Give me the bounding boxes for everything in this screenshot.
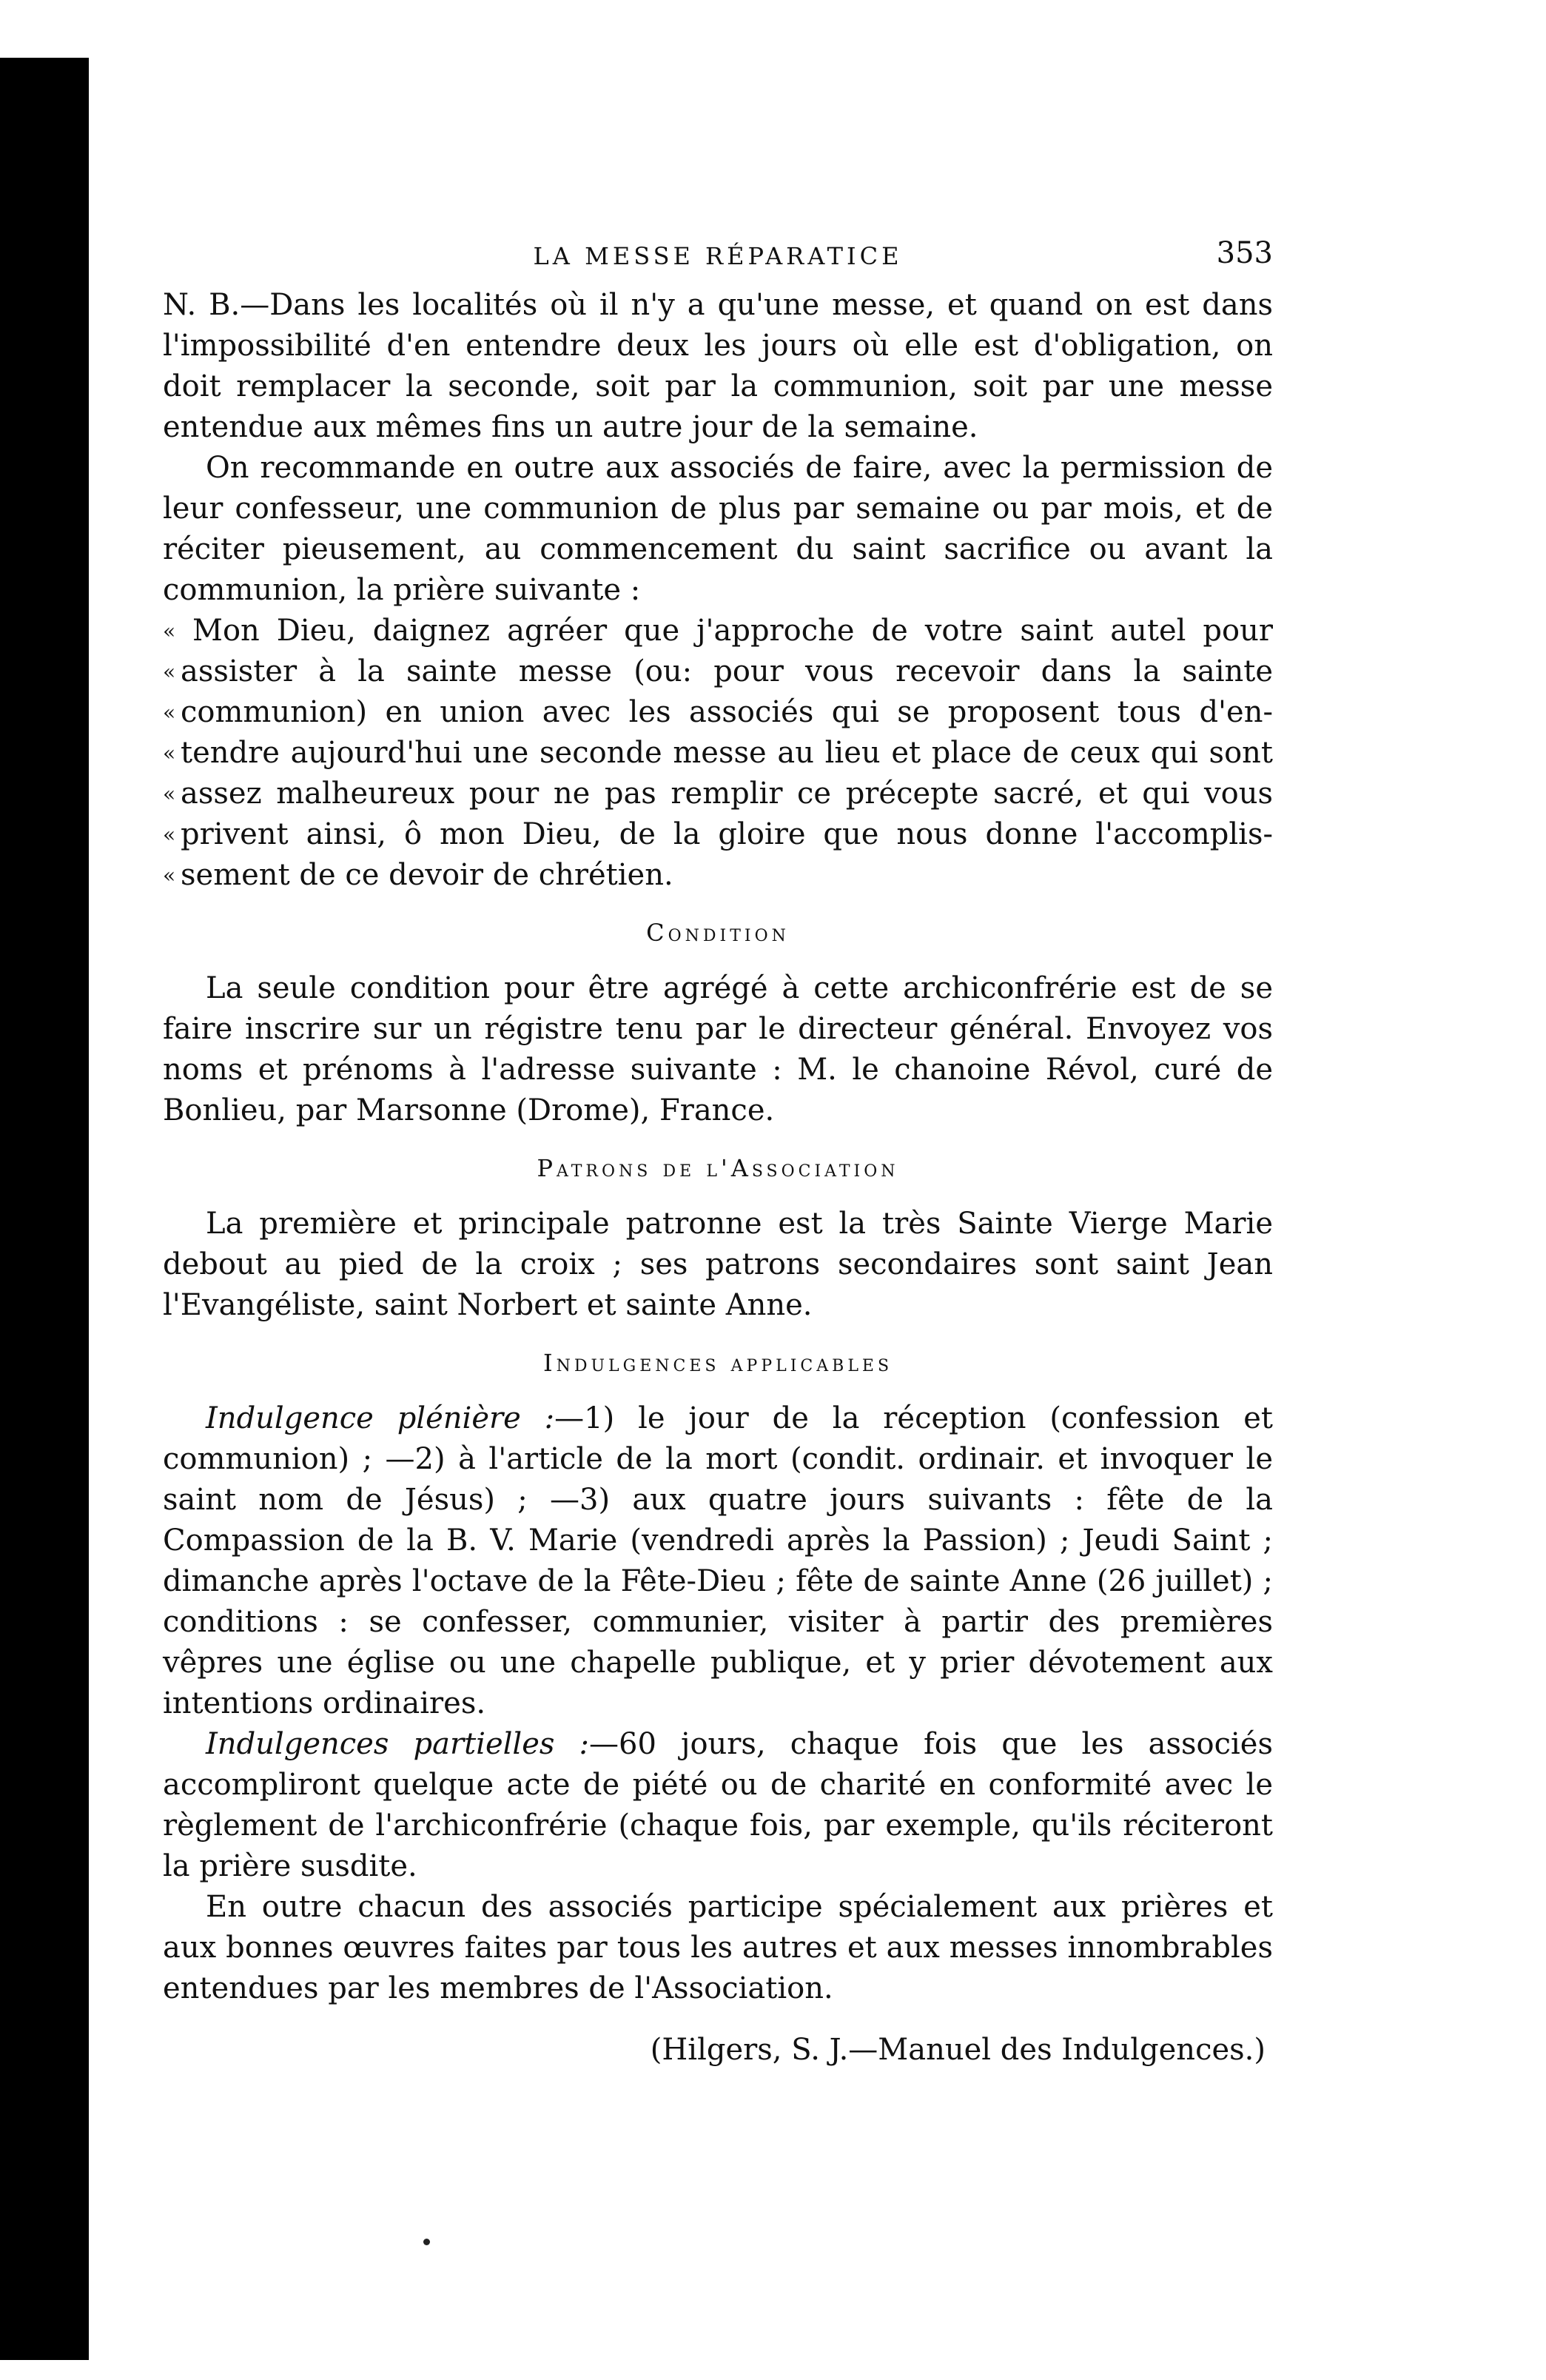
guillemet-mark: « — [163, 863, 176, 888]
partial-text: —60 jours, chaque fois que les associés accompliront quelque acte de piété ou de charité en conformité avec le règlement de l'archiconfrérie (chaque fois, par exemple, qu'ils réciteront la prière susdite. — [163, 1727, 1273, 1883]
book-page — [163, 233, 1273, 2071]
plenary-indulgence-paragraph — [163, 1398, 1273, 1724]
guillemet-mark: « — [163, 660, 176, 684]
guillemet-mark: « — [163, 700, 176, 725]
patrons-paragraph: La première et principale patronne est la très Sainte Vierge Marie debout au pied de la croix ; ses patrons secondaires sont saint Jean l'Evangéliste, saint Norbert et sainte Anne. — [163, 1207, 1273, 1322]
running-title: LA MESSE RÉPARATICE — [533, 242, 903, 270]
prayer-block — [163, 611, 1273, 896]
prayer-line: « assister à la sainte messe (ou: pour vous recevoir dans la sainte — [181, 651, 1273, 692]
prayer-line: « assez malheureux pour ne pas remplir ce précepte sacré, et qui vous — [181, 774, 1273, 814]
plenary-text: —1) le jour de la réception (confession et communion) ; —2) à l'article de la mort (condit. ordinair. et invoquer le saint nom de Jésus) ; —3) aux quatre jours suivants : fête de la Compassion de la B. V. Marie (vendredi après la Passion) ; Jeudi Saint ; dimanche après l'octave de la Fête-Dieu ; fête de sainte Anne (26 juillet) ; conditions : se confesser, communier, visiter à partir des premières vêpres une église ou une chapelle publique, et y prier dévotement aux intentions ordinaires. — [163, 1401, 1273, 1720]
prayer-line: « sement de ce devoir de chrétien. — [181, 855, 1273, 896]
recommendation-paragraph: On recommande en outre aux associés de faire, avec la permission de leur confesseur, une communion de plus par semaine ou par mois, et de réciter pieusement, au commencement du saint sacrifice ou avant la communion, la prière suivante : — [163, 451, 1273, 607]
patrons-heading: Patrons de l'Association — [537, 1154, 899, 1182]
prayer-line: « tendre aujourd'hui une seconde messe au lieu et place de ceux qui sont — [181, 733, 1273, 774]
nb-paragraph: N. B.—Dans les localités où il n'y a qu'une messe, et quand on est dans l'impossibilité d'en entendre deux les jours où elle est d'obligation, on doit remplacer la seconde, soit par la communion, soit par une messe entendue aux mêmes fins un autre jour de la semaine. — [163, 288, 1273, 444]
scan-speck — [423, 2239, 430, 2245]
page-header — [163, 233, 1273, 285]
plenary-label: Indulgence plénière : — [206, 1401, 555, 1435]
prayer-line: « privent ainsi, ô mon Dieu, de la gloire que nous donne l'accomplis- — [181, 814, 1273, 855]
prayer-line: « Mon Dieu, daignez agréer que j'approche de votre saint autel pour — [181, 611, 1273, 651]
condition-paragraph: La seule condition pour être agrégé à cette archiconfrérie est de se faire inscrire sur un régistre tenu par le directeur général. Envoyez vos noms et prénoms à l'adresse suivante : M. le chanoine Révol, curé de Bonlieu, par Marsonne (Drome), France. — [163, 971, 1273, 1127]
partial-label: Indulgences partielles : — [206, 1727, 590, 1761]
page-number: 353 — [1216, 236, 1273, 270]
guillemet-mark: « — [163, 619, 176, 643]
participation-paragraph: En outre chacun des associés participe spécialement aux prières et aux bonnes œuvres faites par tous les autres et aux messes innombrables entendues par les membres de l'Association. — [163, 1890, 1273, 2005]
scan-edge-bar — [0, 58, 89, 2360]
source-citation: (Hilgers, S. J.—Manuel des Indulgences.) — [650, 2033, 1266, 2067]
indulgences-heading: Indulgences applicables — [542, 1349, 893, 1377]
guillemet-mark: « — [163, 741, 176, 765]
guillemet-mark: « — [163, 822, 176, 847]
condition-heading: Condition — [646, 919, 790, 947]
guillemet-mark: « — [163, 782, 176, 806]
prayer-line: « communion) en union avec les associés qui se proposent tous d'en- — [181, 692, 1273, 733]
partial-indulgence-paragraph — [163, 1724, 1273, 1887]
